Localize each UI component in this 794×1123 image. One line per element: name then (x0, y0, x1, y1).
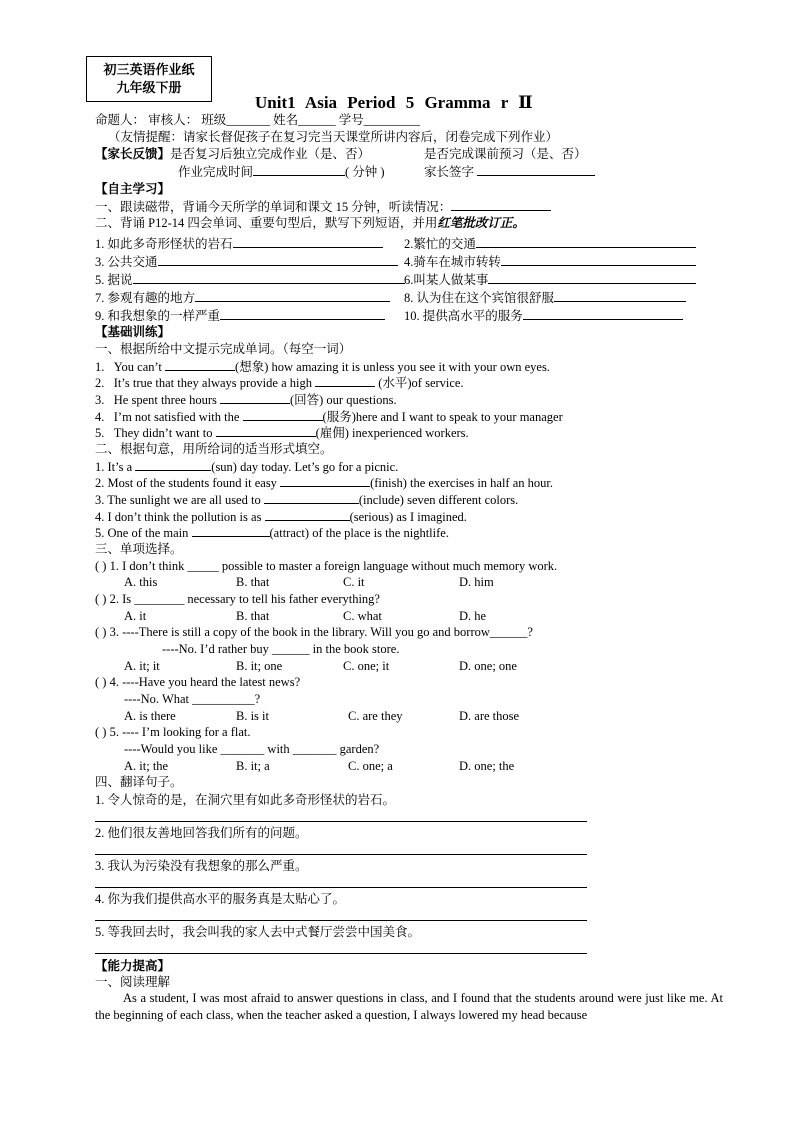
phrase-label: 8. 认为住在这个宾馆很舒服 (404, 291, 555, 305)
phrase-blank[interactable] (233, 235, 383, 248)
phrase-blank[interactable] (158, 253, 398, 266)
phrase-blank[interactable] (220, 307, 385, 320)
mc-3-option-c[interactable]: C. one; it (343, 659, 390, 673)
item-post: (finish) the exercises in half an hour. (370, 476, 553, 490)
listening-blank[interactable] (451, 198, 551, 211)
mc-question-5: ( ) 5. ---- I’m looking for a flat. (95, 725, 251, 739)
time-label: 作业完成时间 (178, 165, 254, 179)
phrase-label: 10. 提供高水平的服务 (404, 309, 523, 323)
phrase-blank[interactable] (195, 289, 390, 302)
item-pre: You can’t (113, 360, 166, 374)
mc-5-option-d[interactable]: D. one; the (459, 759, 515, 773)
phrase-blank[interactable] (523, 307, 683, 320)
part1-item-5 (95, 424, 469, 441)
mc-question-5-line-2: ----Would you like _______ with _______ garden? (124, 742, 380, 756)
phrase-label: 7. 参观有趣的地方 (95, 291, 196, 305)
mc-question-2: ( ) 2. Is ________ necessary to tell his father everything? (95, 592, 380, 606)
time-unit: ( 分钟 ) (345, 165, 385, 179)
item-post: (sun) day today. Let’s go for a picnic. (211, 460, 399, 474)
answer-blank[interactable] (165, 358, 235, 371)
box-line-1: 初三英语作业纸 (103, 62, 195, 77)
phrase-label: 1. 如此多奇形怪状的岩石 (95, 237, 233, 251)
phrase-label: 5. 据说 (95, 273, 133, 287)
mc-question-3: ( ) 3. ----There is still a copy of the book in the library. Will you go and borrow______? (95, 625, 533, 639)
phrase-label: 4.骑车在城市转转 (404, 255, 501, 269)
phrase-8 (404, 289, 686, 306)
phrase-blank[interactable] (476, 235, 696, 248)
box-line-2: 九年级下册 (116, 80, 182, 95)
mc-3-option-d[interactable]: D. one; one (459, 659, 517, 673)
phrase-blank[interactable] (488, 271, 696, 284)
phrase-4 (404, 253, 696, 270)
self-study-item-1 (95, 198, 551, 215)
mc-2-option-c[interactable]: C. what (343, 609, 382, 623)
translation-5-answer-line[interactable] (95, 953, 587, 954)
mc-3-option-b[interactable]: B. it; one (236, 659, 283, 673)
time-blank[interactable] (253, 163, 345, 176)
time-row (178, 163, 385, 180)
phrase-label: 3. 公共交通 (95, 255, 158, 269)
item-num: 3. (95, 393, 105, 407)
ability-heading: 【能力提高】 (95, 959, 171, 973)
item-pre: 4. I don’t think the pollution is as (95, 510, 265, 524)
answer-blank[interactable] (220, 391, 290, 404)
feedback-q2: 是否完成课前预习（是、否） (424, 147, 587, 161)
item-pre: It’s true that they always provide a high (113, 376, 316, 390)
mc-question-1: ( ) 1. I don’t think _____ possible to master a foreign language without much memory work. (95, 559, 558, 573)
item2-red-text: 红笔批改订正。 (437, 216, 525, 230)
part1-item-3 (95, 391, 397, 408)
part3-title: 三、单项选择。 (95, 542, 183, 556)
mc-1-option-a[interactable]: A. this (124, 575, 158, 589)
mc-4-option-d[interactable]: D. are those (459, 709, 520, 723)
phrase-2 (404, 235, 696, 252)
phrase-blank[interactable] (554, 289, 686, 302)
phrase-9 (95, 307, 385, 324)
item-num: 5. (95, 426, 105, 440)
worksheet-label-box (86, 56, 212, 102)
part1-item-1 (95, 358, 550, 375)
answer-blank[interactable] (315, 374, 375, 387)
part2-title: 二、根据句意，用所给词的适当形式填空。 (95, 442, 333, 456)
item-hint: (雇佣) inexperienced workers. (315, 426, 469, 440)
part2-item-5 (95, 524, 449, 541)
mc-question-4-line-2: ----No. What __________? (124, 692, 261, 706)
mc-4-option-c[interactable]: C. are they (348, 709, 403, 723)
sign-row (424, 163, 595, 180)
mc-5-option-b[interactable]: B. it; a (236, 759, 270, 773)
item-hint: (回答) our questions. (289, 393, 397, 407)
item-pre: 1. It’s a (95, 460, 136, 474)
mc-3-option-a[interactable]: A. it; it (124, 659, 160, 673)
phrase-10 (404, 307, 683, 324)
sign-label: 家长签字 (424, 165, 475, 179)
item-num: 1. (95, 360, 105, 374)
reading-title: 一、阅读理解 (95, 975, 171, 989)
feedback-label: 【家长反馈】 (95, 147, 171, 161)
answer-blank[interactable] (192, 524, 270, 537)
self-study-heading: 【自主学习】 (95, 182, 171, 196)
reading-passage: As a student, I was most afraid to answer questions in class, and I found that the students around were just like me. At the beginning of each class, when the teacher asked a question, I always lowered my head because (95, 991, 723, 1022)
mc-question-3-line-2: ----No. I’d rather buy ______ in the book store. (162, 642, 400, 656)
item-pre: He spent three hours (113, 393, 220, 407)
answer-blank[interactable] (280, 474, 370, 487)
item-hint: (水平)of service. (375, 376, 464, 390)
part2-item-1 (95, 458, 398, 475)
translation-4-answer-line[interactable] (95, 920, 587, 921)
translation-5: 5. 等我回去时，我会叫我的家人去中式餐厅尝尝中国美食。 (95, 925, 421, 939)
phrase-label: 6.叫某人做某事 (404, 273, 489, 287)
self-study-item-2 (95, 215, 525, 231)
item-pre: They didn’t want to (113, 426, 216, 440)
item-pre: 3. The sunlight we are all used to (95, 493, 264, 507)
item-hint: (想象) how amazing it is unless you see it with your own eyes. (235, 360, 550, 374)
phrase-label: 9. 和我想象的一样严重 (95, 309, 221, 323)
item-pre: 5. One of the main (95, 526, 192, 540)
mc-1-option-b[interactable]: B. that (236, 575, 270, 589)
meta-line: 命题人： 审核人： 班级_______ 姓名______ 学号_________ (95, 113, 421, 127)
answer-blank[interactable] (265, 508, 350, 521)
phrase-label: 2.繁忙的交通 (404, 237, 476, 251)
part2-item-2 (95, 474, 553, 491)
item-hint: (服务)here and I want to speak to your manager (322, 410, 563, 424)
translation-2: 2. 他们很友善地回答我们所有的问题。 (95, 826, 308, 840)
part1-item-4 (95, 408, 563, 425)
phrase-1 (95, 235, 383, 252)
basic-heading: 【基础训练】 (95, 325, 171, 339)
mc-1-option-c[interactable]: C. it (343, 575, 365, 589)
translation-1-answer-line[interactable] (95, 821, 587, 822)
mc-5-option-c[interactable]: C. one; a (348, 759, 393, 773)
phrase-5 (95, 271, 405, 288)
part2-item-3 (95, 491, 518, 508)
item-post: (include) seven different colors. (358, 493, 519, 507)
mc-2-option-d[interactable]: D. he (459, 609, 487, 623)
parent-notice: （友情提醒：请家长督促孩子在复习完当天课堂所讲内容后，闭卷完成下列作业） (108, 130, 559, 144)
mc-question-4: ( ) 4. ----Have you heard the latest news? (95, 675, 301, 689)
parent-feedback (95, 146, 370, 162)
page-title: Unit1 Asia Period 5 Gramma r Ⅱ (255, 93, 533, 112)
mc-1-option-d[interactable]: D. him (459, 575, 494, 589)
item-pre: I’m not satisfied with the (113, 410, 243, 424)
translation-3: 3. 我认为污染没有我想象的那么严重。 (95, 859, 308, 873)
part2-item-4 (95, 508, 467, 525)
item-post: (serious) as I imagined. (349, 510, 467, 524)
phrase-blank[interactable] (133, 271, 405, 284)
phrase-blank[interactable] (501, 253, 696, 266)
item-num: 4. (95, 410, 105, 424)
translation-4: 4. 你为我们提供高水平的服务真是太贴心了。 (95, 892, 346, 906)
answer-blank[interactable] (135, 458, 211, 471)
translation-2-answer-line[interactable] (95, 854, 587, 855)
phrase-3 (95, 253, 398, 270)
mc-2-option-a[interactable]: A. it (124, 609, 147, 623)
item-pre: 2. Most of the students found it easy (95, 476, 281, 490)
answer-blank[interactable] (264, 491, 359, 504)
item-num: 2. (95, 376, 105, 390)
part4-title: 四、翻译句子。 (95, 775, 183, 789)
phrase-7 (95, 289, 390, 306)
mc-4-option-b[interactable]: B. is it (236, 709, 269, 723)
answer-blank[interactable] (216, 424, 316, 437)
translation-3-answer-line[interactable] (95, 887, 587, 888)
item1-text: 一、跟读磁带，背诵今天所学的单词和课文 15 分钟，听读情况： (95, 200, 452, 214)
item2-text: 二、背诵 P12-14 四会单词、重要句型后，默写下列短语，并用 (95, 216, 438, 230)
translation-1: 1. 令人惊奇的是，在洞穴里有如此多奇形怪状的岩石。 (95, 793, 396, 807)
feedback-q1: 是否复习后独立完成作业（是、否） (170, 147, 371, 161)
mc-2-option-b[interactable]: B. that (236, 609, 270, 623)
part1-item-2 (95, 374, 464, 391)
answer-blank[interactable] (243, 408, 323, 421)
sign-blank[interactable] (477, 163, 595, 176)
part1-title: 一、根据所给中文提示完成单词。（每空一词） (95, 342, 352, 356)
mc-4-option-a[interactable]: A. is there (124, 709, 176, 723)
phrase-6 (404, 271, 696, 288)
item-post: (attract) of the place is the nightlife. (269, 526, 449, 540)
mc-5-option-a[interactable]: A. it; the (124, 759, 169, 773)
